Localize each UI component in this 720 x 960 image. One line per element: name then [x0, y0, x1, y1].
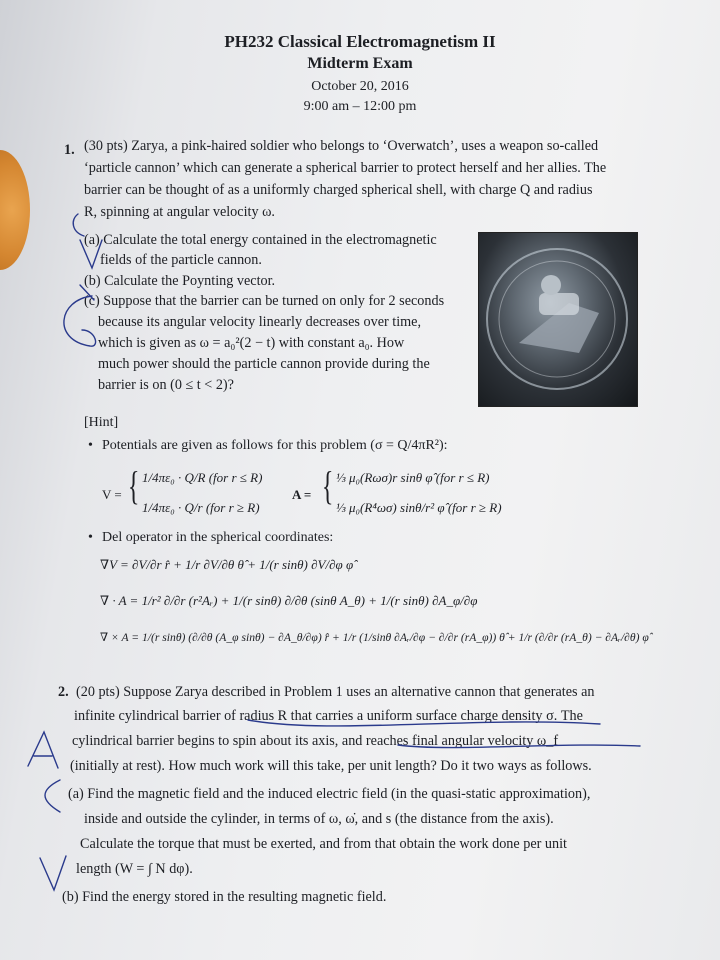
zarya-illustration	[478, 232, 638, 407]
problem2-line: (initially at rest). How much work will this take, per unit length? Do it two ways as follows.	[70, 758, 592, 774]
problem2-part-b: (b) Find the energy stored in the resulting magnetic field.	[62, 889, 387, 905]
brace-v: {	[127, 463, 140, 508]
problem2-part-a: (a) Find the magnetic field and the induced electric field (in the quasi-static approximation),	[68, 786, 591, 802]
bullet-icon: •	[88, 530, 93, 545]
finger-thumb	[0, 150, 30, 270]
problem2-part-a-cont: inside and outside the cylinder, in terms of ω, ω̇, and s (the distance from the axis).	[84, 811, 554, 827]
bullet-icon: •	[88, 438, 93, 453]
problem1-part-a: (a) Calculate the total energy contained in the electromagnetic	[84, 232, 437, 248]
problem2-part-a-cont: length (W = ∫ N dφ).	[76, 861, 193, 877]
problem1-part-c-cont: because its angular velocity linearly decreases over time,	[98, 314, 422, 330]
hint-bullet-del: Del operator in the spherical coordinates:	[102, 530, 334, 545]
problem1-line: R, spinning at angular velocity ω.	[84, 204, 275, 220]
hint-title: [Hint]	[84, 415, 119, 430]
potential-a-outside: ⅓ μ₀(R⁴ωσ) sinθ/r² φ̂ (for r ≥ R)	[336, 500, 502, 515]
problem2-line: (20 pts) Suppose Zarya described in Problem 1 uses an alternative cannon that generates an	[76, 684, 595, 700]
problem1-part-c-cont: which is given as ω = a₀²(2 − t) with constant a₀. How	[98, 335, 405, 351]
potential-a-inside: ⅓ μ₀(Rωσ)r sinθ φ̂ (for r ≤ R)	[336, 470, 490, 485]
gradient-formula: ∇V = ∂V/∂r r̂ + 1/r ∂V/∂θ θ̂ + 1/(r sinθ) ∂V/∂φ φ̂	[100, 557, 354, 572]
brace-a: {	[321, 463, 334, 508]
problem2-line: infinite cylindrical barrier of radius R that carries a uniform surface charge density σ. The	[74, 708, 583, 724]
potential-v-inside: 1/4πε₀ · Q/R (for r ≤ R)	[142, 470, 263, 485]
curl-formula: ∇ × A = 1/(r sinθ) (∂/∂θ (A_φ sinθ) − ∂A_θ/∂φ) r̂ + 1/r (1/sinθ ∂Aᵣ/∂φ − ∂/∂r (rA_φ)) θ̂ + 1/r (∂/∂r (rA_θ) − ∂Aᵣ/∂θ) φ̂	[100, 631, 649, 644]
problem1-part-c-cont: much power should the particle cannon provide during the	[98, 356, 430, 372]
problem1-line: barrier can be thought of as a uniformly charged spherical shell, with charge Q and radius	[84, 182, 593, 198]
problem1-part-c: (c) Suppose that the barrier can be turned on only for 2 seconds	[84, 293, 445, 309]
exam-date: October 20, 2016	[311, 79, 409, 94]
course-title: PH232 Classical Electromagnetism II	[224, 32, 496, 51]
problem2-number: 2.	[58, 684, 69, 700]
potential-a-label: A =	[292, 487, 312, 502]
problem1-line: ‘particle cannon’ which can generate a spherical barrier to protect herself and her allies. The	[84, 160, 607, 176]
potential-v-label: V =	[102, 487, 122, 502]
exam-title: Midterm Exam	[307, 55, 413, 72]
problem1-line: (30 pts) Zarya, a pink-haired soldier who belongs to ‘Overwatch’, uses a weapon so-called	[84, 138, 599, 154]
hint-bullet-potentials: Potentials are given as follows for this problem (σ = Q/4πR²):	[102, 438, 448, 453]
problem1-part-a-cont: fields of the particle cannon.	[100, 252, 262, 268]
problem2-part-a-cont: Calculate the torque that must be exerted, and from that obtain the work done per unit	[80, 836, 567, 852]
problem1-part-c-cont: barrier is on (0 ≤ t < 2)?	[98, 377, 234, 393]
potential-v-outside: 1/4πε₀ · Q/r (for r ≥ R)	[142, 500, 260, 515]
problem2-line: cylindrical barrier begins to spin about its axis, and reaches final angular velocity ω_f	[72, 733, 559, 749]
exam-time: 9:00 am – 12:00 pm	[303, 99, 417, 114]
problem1-part-b: (b) Calculate the Poynting vector.	[84, 273, 276, 289]
problem1-number: 1.	[64, 142, 75, 158]
divergence-formula: ∇ · A = 1/r² ∂/∂r (r²Aᵣ) + 1/(r sinθ) ∂/∂θ (sinθ A_θ) + 1/(r sinθ) ∂A_φ/∂φ	[100, 593, 478, 608]
